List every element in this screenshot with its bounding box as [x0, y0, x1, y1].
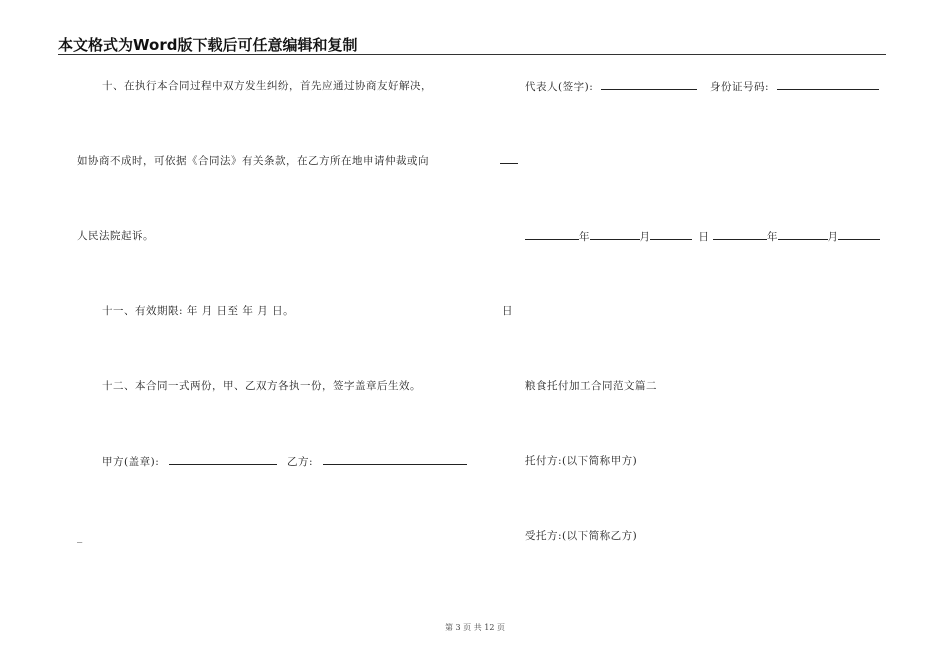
page-number: 第 3 页 共 12 页: [445, 623, 505, 632]
representative-label: 代表人(签字):: [525, 81, 594, 93]
party-b-label: 乙方:: [287, 456, 314, 468]
day-label-wrapped: 日: [502, 305, 513, 317]
entrusting-party: 托付方:(以下简称甲方): [525, 455, 638, 467]
party-a-blank-line: [169, 455, 277, 465]
month-label: 月: [639, 231, 650, 243]
stray-underscore: _: [77, 531, 83, 543]
representative-row: [525, 80, 697, 93]
clause-11: 十一、有效期限: 年 月 日至 年 月 日。: [102, 305, 295, 317]
representative-blank-line: [601, 80, 697, 90]
day-blank: [650, 230, 692, 240]
id-number-blank-line: [777, 80, 879, 90]
day-label: 日: [698, 231, 709, 243]
party-b-blank-line: [323, 455, 467, 465]
year-label: 年: [579, 231, 590, 243]
short-blank-line: [500, 163, 518, 164]
date-line-1: [525, 230, 709, 243]
month-blank-2: [778, 230, 828, 240]
party-b-signature-row: [287, 455, 467, 468]
clause-10-line-3: 人民法院起诉。: [77, 230, 154, 242]
entrusted-party: 受托方:(以下简称乙方): [525, 530, 638, 542]
section-title-2: 粮食托付加工合同范文篇二: [525, 380, 657, 392]
clause-10-line-2: 如协商不成时，可依据《合同法》有关条款，在乙方所在地申请仲裁或向: [77, 155, 429, 167]
header-divider: [58, 54, 886, 55]
id-number-label: 身份证号码:: [710, 81, 770, 93]
document-header-title: 本文格式为Word版下载后可任意编辑和复制: [58, 36, 358, 54]
party-a-label: 甲方(盖章):: [102, 456, 160, 468]
month-label-2: 月: [827, 231, 838, 243]
party-a-signature-row: [102, 455, 277, 468]
year-label-2: 年: [767, 231, 778, 243]
day-blank-2: [838, 230, 880, 240]
year-blank: [525, 230, 579, 240]
id-number-row: [710, 80, 879, 93]
clause-12: 十二、本合同一式两份，甲、乙双方各执一份，签字盖章后生效。: [102, 380, 421, 392]
clause-10-line-1: 十、在执行本合同过程中双方发生纠纷，首先应通过协商友好解决，: [102, 80, 432, 92]
year-blank-2: [713, 230, 767, 240]
month-blank: [590, 230, 640, 240]
date-line-2: [713, 230, 880, 243]
